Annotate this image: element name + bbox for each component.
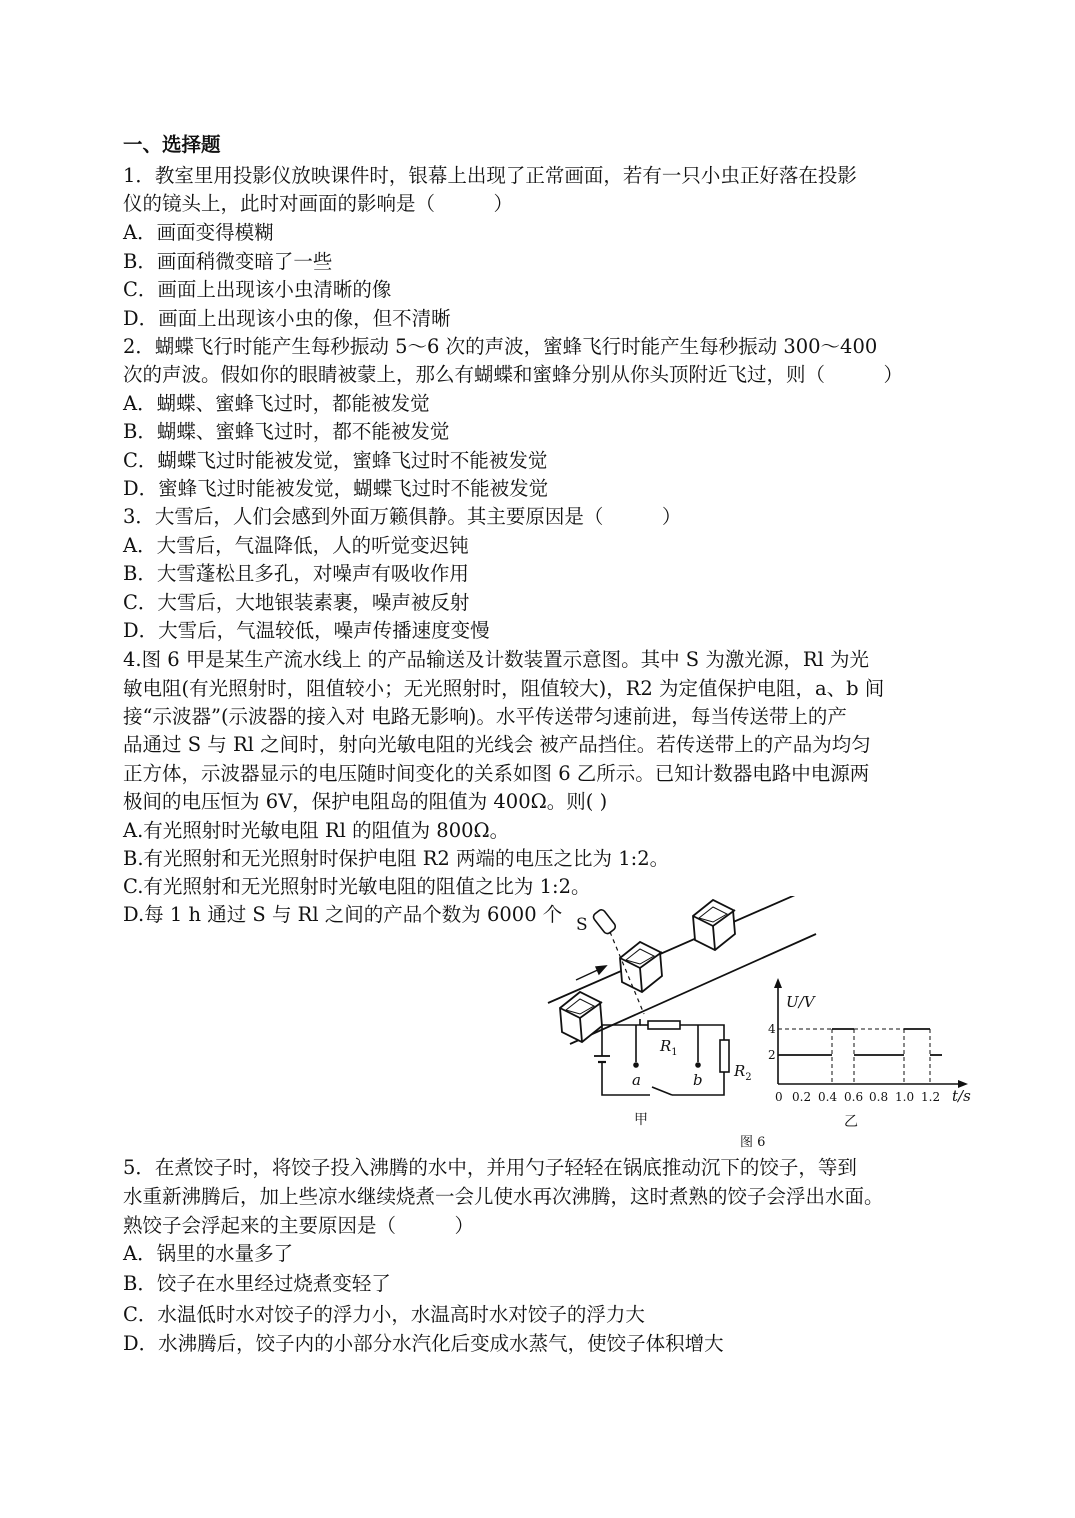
q3-option-a: A．大雪后，气温降低，人的听觉变迟钝 (123, 534, 469, 557)
q4-stem-line4: 品通过 S 与 Rl 之间时，射向光敏电阻的光线会 被产品挡住。若传送带上的产品为均匀 (123, 733, 871, 756)
voltage-time-graph (768, 978, 971, 1105)
left-caption: 甲 (634, 1112, 648, 1128)
r2-label: $R_2$ (734, 1062, 752, 1083)
q4-stem-line1: 4.图 6 甲是某生产流水线上 的产品输送及计数装置示意图。其中 S 为激光源，Rl 为光 (123, 648, 869, 671)
q3-option-b: B．大雪蓬松且多孔，对噪声有吸收作用 (123, 562, 469, 585)
q5-option-c: C．水温低时水对饺子的浮力小，水温高时水对饺子的浮力大 (123, 1303, 645, 1326)
x-tick-0-8: 0.8 (869, 1090, 889, 1104)
q3-option-c: C．大雪后，大地银装素裹，噪声被反射 (123, 591, 470, 614)
q4-option-d: D.每 1 h 通过 S 与 Rl 之间的产品个数为 6000 个 (123, 903, 563, 926)
y-tick-2: 2 (768, 1048, 776, 1062)
q1-option-a: A．画面变得模糊 (123, 221, 274, 244)
q4-stem-line5: 正方体，示波器显示的电压随时间变化的关系如图 6 乙所示。已知计数器电路中电源两 (123, 762, 870, 785)
q5-stem-line3: 熟饺子会浮起来的主要原因是（ ） (123, 1214, 475, 1237)
figure-caption: 图 6 (740, 1135, 766, 1150)
x-axis-label: t/s (952, 1087, 971, 1105)
q2-option-d: D．蜜蜂飞过时能被发觉，蝴蝶飞过时不能被发觉 (123, 477, 549, 500)
q2-stem-line2: 次的声波。假如你的眼睛被蒙上，那么有蝴蝶和蜜蜂分别从你头顶附近飞过，则（ ） (123, 363, 904, 386)
product-cube-1 (560, 992, 602, 1042)
q4-option-c: C.有光照射和无光照射时光敏电阻的阻值之比为 1:2。 (123, 875, 591, 898)
x-tick-0-2: 0.2 (792, 1090, 812, 1104)
figure-6 (540, 896, 990, 1156)
x-tick-0-4: 0.4 (818, 1090, 838, 1104)
r1-label: $R_1$ (660, 1037, 678, 1058)
q4-option-a: A.有光照射时光敏电阻 Rl 的阻值为 800Ω。 (123, 819, 510, 842)
x-tick-0: 0 (775, 1090, 783, 1104)
y-axis-arrow-icon (774, 978, 782, 988)
q4-stem-line2: 敏电阻(有光照射时，阻值较小；无光照射时，阻值较大)，R2 为定值保护电阻，a、b 间 (123, 677, 885, 700)
q5-option-a: A．锅里的水量多了 (123, 1242, 294, 1265)
circuit-diagram (594, 1019, 729, 1095)
q2-option-b: B．蝴蝶、蜜蜂飞过时，都不能被发觉 (123, 420, 450, 443)
x-tick-1-2: 1.2 (921, 1090, 941, 1104)
x-tick-0-6: 0.6 (844, 1090, 864, 1104)
q5-option-d: D．水沸腾后，饺子内的小部分水汽化后变成水蒸气，使饺子体积增大 (123, 1332, 724, 1355)
terminal-b-label: b (693, 1071, 703, 1089)
q2-option-c: C．蝴蝶飞过时能被发觉，蜜蜂飞过时不能被发觉 (123, 449, 548, 472)
belt-direction-arrow-icon (576, 966, 606, 980)
section-title: 一、选择题 (123, 133, 221, 156)
q1-option-d: D．画面上出现该小虫的像，但不清晰 (123, 307, 451, 330)
q2-option-a: A．蝴蝶、蜜蜂飞过时，都能被发觉 (123, 392, 430, 415)
q1-stem-line1: 1．教室里用投影仪放映课件时，银幕上出现了正常画面，若有一只小虫正好落在投影 (123, 164, 857, 187)
terminal-a-label: a (632, 1071, 641, 1089)
q2-stem-line1: 2．蝴蝶飞行时能产生每秒振动 5～6 次的声波，蜜蜂飞行时能产生每秒振动 300～400 (123, 335, 878, 358)
q4-stem-line3: 接“示波器”(示波器的接入对 电路无影响)。水平传送带匀速前进，每当传送带上的产 (123, 705, 847, 728)
q1-stem-line2: 仪的镜头上，此时对画面的影响是（ ） (123, 192, 514, 215)
q3-option-d: D．大雪后，气温较低，噪声传播速度变慢 (123, 619, 490, 642)
x-tick-1-0: 1.0 (895, 1090, 915, 1104)
laser-source-label: S (576, 915, 588, 935)
q5-option-b: B．饺子在水里经过烧煮变轻了 (123, 1272, 391, 1295)
q4-stem-line6: 极间的电压恒为 6V，保护电阻岛的阻值为 400Ω。则( ) (123, 790, 608, 813)
q5-stem-line1: 5．在煮饺子时，将饺子投入沸腾的水中，并用勺子轻轻在锅底推动沉下的饺子，等到 (123, 1156, 857, 1179)
right-caption: 乙 (844, 1114, 858, 1130)
q1-option-c: C．画面上出现该小虫清晰的像 (123, 278, 392, 301)
y-tick-4: 4 (768, 1022, 776, 1036)
q5-stem-line2: 水重新沸腾后，加上些凉水继续烧煮一会儿使水再次沸腾，这时煮熟的饺子会浮出水面。 (123, 1185, 884, 1208)
q1-option-b: B．画面稍微变暗了一些 (123, 250, 333, 273)
figure-6-drawing (540, 896, 990, 1156)
y-axis-label: U/V (786, 993, 815, 1011)
product-cube-2 (620, 942, 662, 992)
q3-stem: 3．大雪后，人们会感到外面万籁俱静。其主要原因是（ ） (123, 505, 682, 528)
q4-option-b: B.有光照射和无光照射时保护电阻 R2 两端的电压之比为 1:2。 (123, 847, 670, 870)
product-cube-3 (693, 900, 735, 950)
